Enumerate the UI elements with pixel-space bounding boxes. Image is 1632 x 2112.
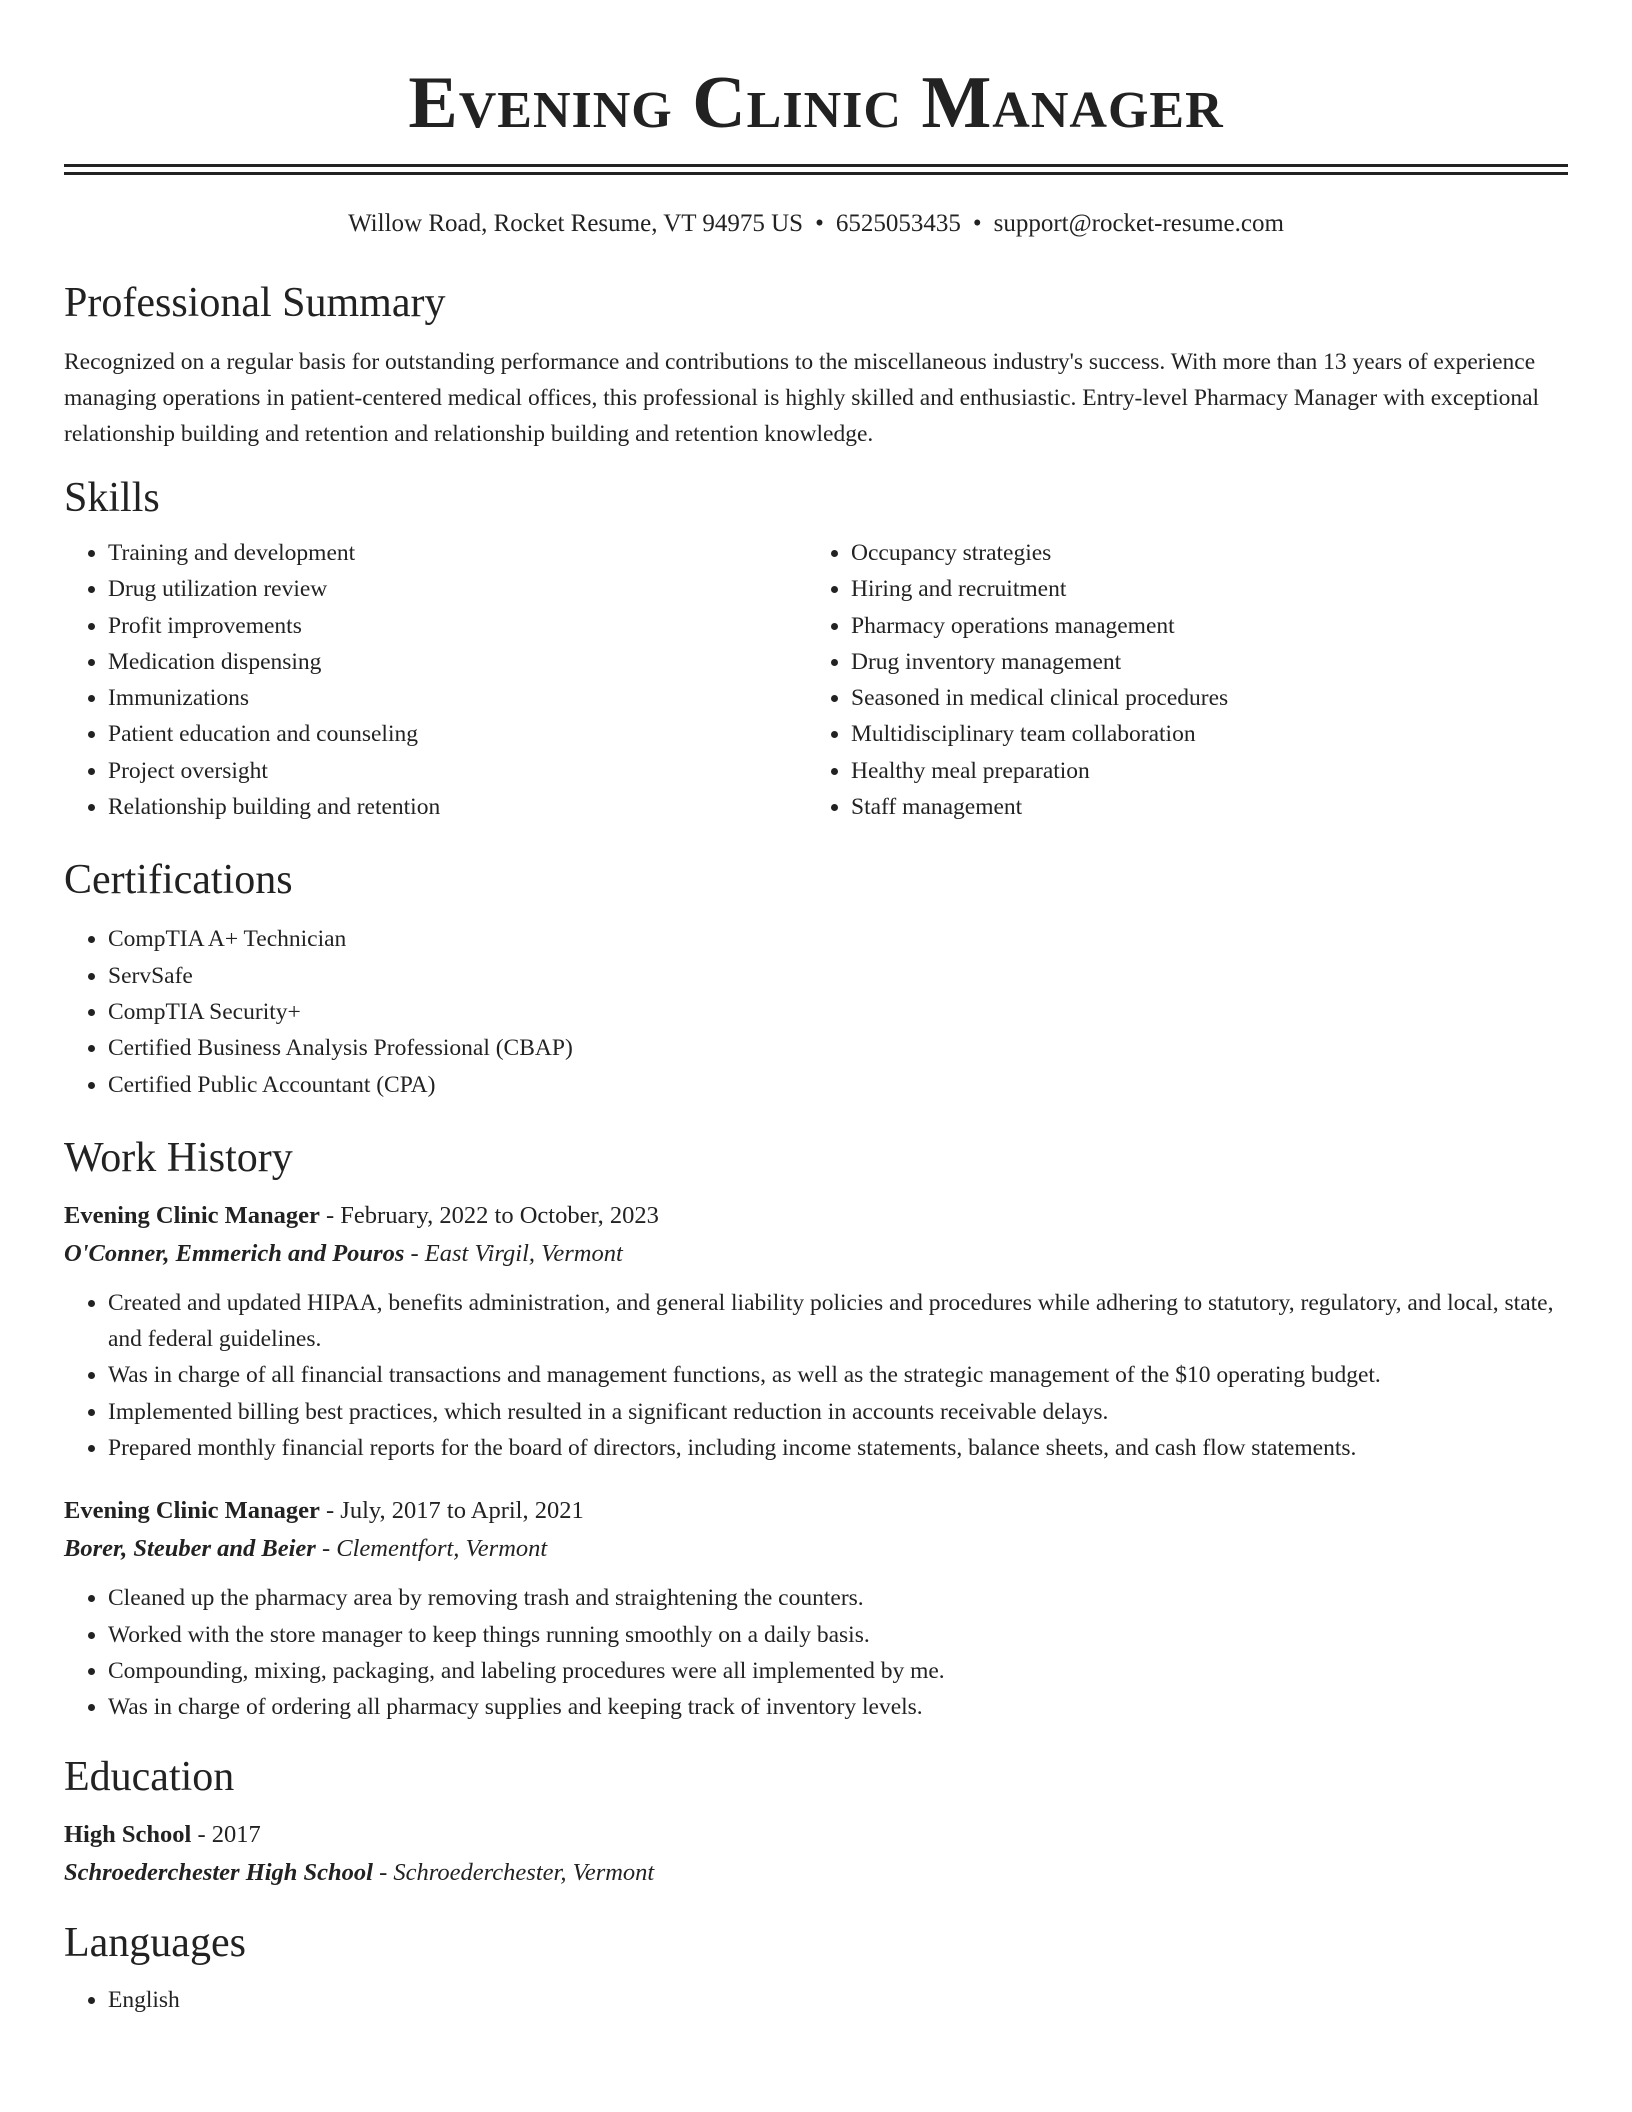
skill-item: • Drug utilization review	[108, 571, 807, 607]
job-title: Evening Clinic Manager	[64, 1497, 320, 1525]
job-location: - East Virgil, Vermont	[404, 1239, 623, 1267]
skill-item: • Medication dispensing	[108, 644, 807, 680]
contact-address: Willow Road, Rocket Resume, VT 94975 US	[348, 210, 804, 237]
skill-item: • Profit improvements	[108, 608, 807, 644]
skill-item: • Healthy meal preparation	[851, 753, 1568, 789]
skills-list-right	[807, 535, 1568, 825]
skill-item: • Training and development	[108, 535, 807, 571]
summary-heading: Professional Summary	[64, 280, 446, 326]
certification-item: • CompTIA Security+	[108, 994, 1568, 1030]
skill-item: • Multidisciplinary team collaboration	[851, 716, 1568, 752]
job-company-line	[64, 1235, 1568, 1273]
job-title-line	[64, 1492, 1568, 1530]
job-location: - Clementfort, Vermont	[315, 1535, 548, 1563]
languages-list	[64, 1982, 1568, 2018]
job-title-line	[64, 1197, 1568, 1235]
job-bullet: • Created and updated HIPAA, benefits administration, and general liability policies and procedures while adhering to statutory, regulatory, and local, state, and federal guidelines.	[108, 1285, 1568, 1358]
certification-item: • CompTIA A+ Technician	[108, 921, 1568, 957]
certifications-heading: Certifications	[64, 857, 293, 904]
contact-phone: 6525053435	[835, 210, 961, 237]
education-degree-line	[64, 1816, 1568, 1854]
skill-item: • Pharmacy operations management	[851, 608, 1568, 644]
contact-separator: •	[972, 210, 982, 237]
certification-item: • Certified Business Analysis Professional (CBAP)	[108, 1030, 1568, 1066]
languages-heading: Languages	[64, 1919, 246, 1966]
contact-line	[64, 209, 1568, 239]
skills-grid	[64, 535, 1568, 825]
education-school: Schroederchester High School	[64, 1858, 373, 1886]
skill-item: • Drug inventory management	[851, 644, 1568, 680]
skills-list-left	[64, 535, 807, 825]
certification-item: • Certified Public Accountant (CPA)	[108, 1067, 1568, 1103]
job-dates: - February, 2022 to October, 2023	[319, 1201, 659, 1229]
skill-item: • Occupancy strategies	[851, 535, 1568, 571]
job-bullet: • Worked with the store manager to keep things running smoothly on a daily basis.	[108, 1617, 1568, 1653]
work-history-heading: Work History	[64, 1134, 293, 1181]
skill-item: • Project oversight	[108, 753, 807, 789]
certifications-list	[64, 921, 1568, 1102]
skill-item: • Patient education and counseling	[108, 716, 807, 752]
job-dates: - July, 2017 to April, 2021	[319, 1497, 584, 1525]
header-rule-bottom	[64, 172, 1568, 175]
education-degree: High School	[64, 1820, 192, 1848]
education-heading: Education	[64, 1753, 235, 1800]
resume-name: Evening Clinic Manager	[408, 62, 1224, 144]
job-bullet: • Cleaned up the pharmacy area by removing trash and straightening the counters.	[108, 1580, 1568, 1616]
contact-email: support@rocket-resume.com	[993, 210, 1284, 237]
header-rule-top	[64, 164, 1568, 167]
summary-text: Recognized on a regular basis for outstanding performance and contributions to the miscellaneous industry's success. With more than 13 years of experience managing operations in patient-centered medical offices, this professional is highly skilled and enthusiastic. Entry-level Pharmacy Manager with exceptional relationship building and retention and relationship building and retention knowledge.	[64, 349, 1540, 447]
job-title: Evening Clinic Manager	[64, 1201, 320, 1229]
certification-item: • ServSafe	[108, 958, 1568, 994]
education-location: - Schroederchester, Vermont	[373, 1858, 655, 1886]
contact-separator: •	[815, 210, 824, 237]
job-bullet: • Prepared monthly financial reports for the board of directors, including income statements, balance sheets, and cash flow statements.	[108, 1430, 1568, 1466]
job-company: O'Conner, Emmerich and Pouros	[64, 1239, 405, 1267]
job-bullet: • Was in charge of all financial transactions and management functions, as well as the strategic management of the $10 operating budget.	[108, 1357, 1568, 1393]
job-bullet: • Implemented billing best practices, which resulted in a significant reduction in accounts receivable delays.	[108, 1394, 1568, 1430]
skill-item: • Relationship building and retention	[108, 789, 807, 825]
skills-heading: Skills	[64, 475, 160, 521]
job-entry	[64, 1492, 1568, 1725]
education-school-line	[64, 1854, 1568, 1892]
job-bullets	[64, 1580, 1568, 1725]
job-bullet: • Was in charge of ordering all pharmacy supplies and keeping track of inventory levels.	[108, 1689, 1568, 1725]
skill-item: • Staff management	[851, 789, 1568, 825]
education-year: - 2017	[191, 1820, 261, 1848]
language-item: • English	[108, 1982, 1568, 2018]
skill-item: • Seasoned in medical clinical procedures	[851, 680, 1568, 716]
job-company-line	[64, 1530, 1568, 1568]
skill-item: • Immunizations	[108, 680, 807, 716]
skill-item: • Hiring and recruitment	[851, 571, 1568, 607]
job-bullet: • Compounding, mixing, packaging, and labeling procedures were all implemented by me.	[108, 1653, 1568, 1689]
job-bullets	[64, 1285, 1568, 1466]
job-entry	[64, 1197, 1568, 1466]
job-company: Borer, Steuber and Beier	[64, 1535, 316, 1563]
